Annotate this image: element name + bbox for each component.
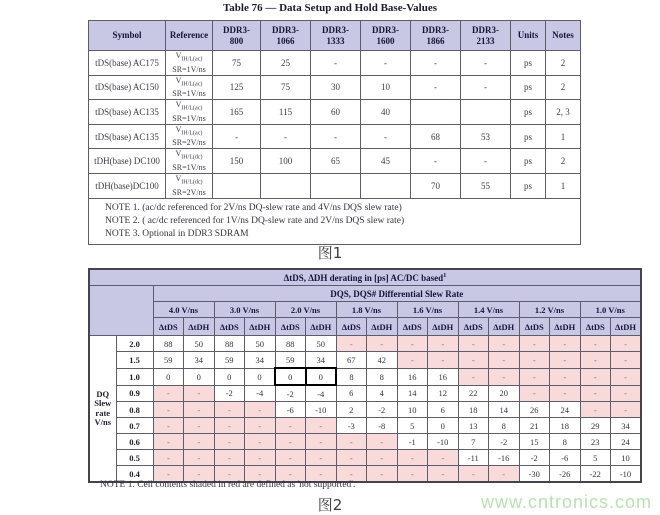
- t2-value-cell: -: [367, 450, 398, 466]
- t2-rate-cell: 0.6: [116, 434, 153, 450]
- t2-value-cell: -: [397, 466, 428, 483]
- t2-pair-header: ΔtDS: [153, 318, 184, 336]
- t1-notes-cell: 1: [546, 124, 581, 149]
- table2-title-row: [89, 269, 641, 286]
- t2-value-cell: 34: [611, 418, 642, 434]
- t2-value-cell: -10: [306, 402, 337, 418]
- t1-column-header: DDR3- 1866: [411, 21, 461, 51]
- t2-value-cell: -: [428, 466, 459, 483]
- t1-value-cell: 25: [261, 51, 311, 76]
- t2-value-cell: -11: [458, 450, 489, 466]
- t2-value-cell: -16: [489, 450, 520, 466]
- t1-symbol-cell: tDH(base) DC100: [89, 149, 166, 174]
- t2-pair-header: ΔtDH: [428, 318, 459, 336]
- t2-rate-cell: 0.5: [116, 450, 153, 466]
- t1-reference-cell: $V_{IH/L(ac)}$ SR=1V/ns: [166, 75, 213, 100]
- t1-value-cell: [311, 173, 361, 198]
- t2-row: [89, 402, 641, 418]
- t2-value-cell: -22: [580, 466, 611, 483]
- t2-value-cell: -: [611, 352, 642, 369]
- t2-slew-rate-header: 1.2 V/ns: [519, 302, 580, 318]
- t2-value-cell: -: [580, 352, 611, 369]
- t1-reference-cell: $V_{IH/L(ac)}$ SR=2V/ns: [166, 124, 213, 149]
- t2-row: [89, 352, 641, 369]
- t2-value-cell: 0: [214, 368, 245, 385]
- t2-value-cell: -: [489, 336, 520, 352]
- table2-subtitle-row: [89, 286, 641, 302]
- t2-value-cell: -: [184, 434, 215, 450]
- t1-value-cell: 40: [361, 100, 411, 125]
- table2-title: ΔtDS, ΔDH derating in [ps] AC/DC based$^1$: [89, 269, 641, 286]
- t1-units-cell: ps: [511, 51, 546, 76]
- t2-value-cell: -10: [428, 434, 459, 450]
- t2-pair-header: ΔtDH: [550, 318, 581, 336]
- t1-column-header: Units: [511, 21, 546, 51]
- t1-row: [89, 51, 581, 76]
- t1-units-cell: ps: [511, 75, 546, 100]
- t2-value-cell: -: [580, 336, 611, 352]
- t1-row: [89, 149, 581, 174]
- t2-row: [89, 368, 641, 385]
- t2-value-cell: -2: [214, 385, 245, 402]
- t2-value-cell: 14: [489, 402, 520, 418]
- t2-value-cell: 13: [458, 418, 489, 434]
- t2-value-cell: -: [519, 368, 550, 385]
- t2-row: [89, 434, 641, 450]
- t2-value-cell: 8: [336, 368, 367, 385]
- t2-value-cell: -: [245, 466, 276, 483]
- t1-notes-cell: 2, 3: [546, 100, 581, 125]
- t2-value-cell: -3: [336, 418, 367, 434]
- t2-value-cell: 0: [153, 368, 184, 385]
- t1-units-cell: ps: [511, 124, 546, 149]
- t1-value-cell: 125: [213, 75, 261, 100]
- t2-value-cell: 18: [550, 418, 581, 434]
- t1-notes-cell: 1: [546, 173, 581, 198]
- t2-value-cell: -: [245, 418, 276, 434]
- table1: [88, 20, 581, 245]
- t2-value-cell: 14: [397, 385, 428, 402]
- t2-pair-header: ΔtDS: [458, 318, 489, 336]
- t2-value-cell: -: [153, 418, 184, 434]
- t1-reference-cell: $V_{IH/L(dc)}$ SR=1V/ns: [166, 149, 213, 174]
- t1-symbol-cell: tDH(base)DC100: [89, 173, 166, 198]
- t2-row: [89, 450, 641, 466]
- t2-value-cell: -: [489, 352, 520, 369]
- t1-row: [89, 173, 581, 198]
- t1-value-cell: 75: [261, 75, 311, 100]
- t2-value-cell: -: [306, 418, 337, 434]
- t2-value-cell: -2: [519, 450, 550, 466]
- t2-value-cell: -2: [489, 434, 520, 450]
- t2-row: [89, 418, 641, 434]
- t2-value-cell: -: [153, 466, 184, 483]
- t2-rate-cell: 1.5: [116, 352, 153, 369]
- t1-row: [89, 75, 581, 100]
- t2-value-cell: 59: [214, 352, 245, 369]
- t2-value-cell: -: [458, 336, 489, 352]
- t2-value-cell: -: [184, 418, 215, 434]
- t2-pair-header: ΔtDH: [184, 318, 215, 336]
- t1-reference-cell: $V_{IH/L(ac)}$ SR=1V/ns: [166, 100, 213, 125]
- t2-value-cell: -: [489, 466, 520, 483]
- t2-value-cell: 0: [428, 418, 459, 434]
- t2-value-cell: -: [184, 402, 215, 418]
- t2-rate-cell: 0.8: [116, 402, 153, 418]
- t2-value-cell: -: [245, 450, 276, 466]
- t2-rate-cell: 0.9: [116, 385, 153, 402]
- t1-value-cell: -: [361, 124, 411, 149]
- t1-units-cell: ps: [511, 173, 546, 198]
- t2-value-cell: 6: [336, 385, 367, 402]
- t2-value-cell: -: [428, 336, 459, 352]
- t1-value-cell: [261, 173, 311, 198]
- t2-value-cell: 4: [367, 385, 398, 402]
- t1-reference-cell: $V_{IH/L(dc)}$ SR=2V/ns: [166, 173, 213, 198]
- t2-rate-cell: 1.0: [116, 368, 153, 385]
- t2-value-cell: -: [550, 336, 581, 352]
- t2-pair-header: ΔtDS: [275, 318, 306, 336]
- t2-value-cell: -2: [275, 385, 306, 402]
- t2-value-cell: -: [367, 336, 398, 352]
- t1-value-cell: 68: [411, 124, 461, 149]
- t2-value-cell: 42: [367, 352, 398, 369]
- t2-value-cell: -: [245, 402, 276, 418]
- t2-value-cell: 22: [458, 385, 489, 402]
- t2-value-cell: 34: [306, 352, 337, 369]
- t1-value-cell: -: [361, 51, 411, 76]
- t2-value-cell: 50: [184, 336, 215, 352]
- t1-value-cell: -: [411, 75, 461, 100]
- t1-value-cell: 10: [361, 75, 411, 100]
- t2-value-cell: -: [184, 385, 215, 402]
- t1-value-cell: 55: [461, 173, 511, 198]
- t2-value-cell: -: [275, 418, 306, 434]
- t2-value-cell: -: [153, 434, 184, 450]
- t2-value-cell: -: [550, 368, 581, 385]
- t2-pair-header: ΔtDS: [397, 318, 428, 336]
- t1-footnotes-row: [89, 198, 581, 244]
- t2-value-cell: 2: [336, 402, 367, 418]
- t2-value-cell: -: [336, 450, 367, 466]
- t2-value-cell: -4: [306, 385, 337, 402]
- t2-value-cell: 88: [214, 336, 245, 352]
- t2-pair-header: ΔtDH: [367, 318, 398, 336]
- table2-title-footnote-ref: 1: [443, 272, 447, 279]
- t2-value-cell: -: [489, 368, 520, 385]
- t2-value-cell: 50: [306, 336, 337, 352]
- t2-rate-cell: 0.7: [116, 418, 153, 434]
- t2-slew-rate-header: 1.6 V/ns: [397, 302, 458, 318]
- t1-value-cell: 65: [311, 149, 361, 174]
- t1-value-cell: 165: [213, 100, 261, 125]
- t1-value-cell: -: [261, 124, 311, 149]
- t2-value-cell: -: [397, 336, 428, 352]
- t2-value-cell: -: [428, 352, 459, 369]
- figure1-caption: 图1: [317, 244, 343, 262]
- t2-value-cell: 0: [306, 368, 337, 385]
- t2-value-cell: -: [519, 385, 550, 402]
- t2-value-cell: 59: [153, 352, 184, 369]
- t1-reference-cell: $V_{IH/L(ac)}$ SR=1V/ns: [166, 51, 213, 76]
- t2-pair-header: ΔtDH: [245, 318, 276, 336]
- t1-row: [89, 100, 581, 125]
- t2-value-cell: 34: [184, 352, 215, 369]
- t2-value-cell: 7: [458, 434, 489, 450]
- t2-value-cell: -: [184, 466, 215, 483]
- t1-footnotes-cell: [89, 198, 581, 244]
- t2-rate-cell: 0.4: [116, 466, 153, 483]
- t1-value-cell: [411, 100, 461, 125]
- t2-value-cell: -: [550, 352, 581, 369]
- table2-corner-cell: [89, 286, 153, 336]
- t1-value-cell: 115: [261, 100, 311, 125]
- t2-value-cell: -: [214, 450, 245, 466]
- t2-value-cell: -: [367, 466, 398, 483]
- t2-value-cell: 12: [428, 385, 459, 402]
- t1-value-cell: -: [461, 149, 511, 174]
- t2-value-cell: 34: [245, 352, 276, 369]
- t2-value-cell: -8: [367, 418, 398, 434]
- t2-value-cell: 5: [580, 450, 611, 466]
- t1-symbol-cell: tDS(base) AC150: [89, 75, 166, 100]
- t2-value-cell: -: [428, 450, 459, 466]
- t2-value-cell: -: [306, 450, 337, 466]
- t2-value-cell: 88: [153, 336, 184, 352]
- t2-pair-header: ΔtDS: [214, 318, 245, 336]
- t2-value-cell: 88: [275, 336, 306, 352]
- t2-value-cell: -: [336, 336, 367, 352]
- t1-notes-cell: 2: [546, 51, 581, 76]
- t2-slew-rate-header: 4.0 V/ns: [153, 302, 214, 318]
- t2-value-cell: -: [611, 336, 642, 352]
- t1-row: [89, 124, 581, 149]
- t2-value-cell: -1: [397, 434, 428, 450]
- t1-value-cell: -: [461, 51, 511, 76]
- t2-value-cell: -: [214, 466, 245, 483]
- t2-pair-header: ΔtDS: [580, 318, 611, 336]
- t2-row-group-label: DQ Slew rate V/ns: [89, 336, 116, 483]
- t1-value-cell: -: [411, 51, 461, 76]
- t1-value-cell: 70: [411, 173, 461, 198]
- t2-value-cell: 10: [397, 402, 428, 418]
- t1-value-cell: -: [311, 51, 361, 76]
- t2-slew-rate-header: 2.0 V/ns: [275, 302, 336, 318]
- t2-value-cell: 5: [397, 418, 428, 434]
- t2-value-cell: 10: [611, 450, 642, 466]
- t1-column-header: DDR3- 2133: [461, 21, 511, 51]
- t2-row: [89, 336, 641, 352]
- t2-value-cell: -: [580, 385, 611, 402]
- t2-value-cell: -4: [245, 385, 276, 402]
- t2-value-cell: 29: [580, 418, 611, 434]
- t2-value-cell: -: [275, 450, 306, 466]
- table2-slew-rate-row: [89, 302, 641, 318]
- t1-value-cell: -: [213, 124, 261, 149]
- table2-pair-row: [89, 318, 641, 336]
- t2-value-cell: -: [550, 385, 581, 402]
- t1-value-cell: 30: [311, 75, 361, 100]
- t2-value-cell: -: [458, 466, 489, 483]
- t2-value-cell: -: [397, 450, 428, 466]
- t2-value-cell: -: [153, 385, 184, 402]
- t2-value-cell: -: [458, 352, 489, 369]
- t2-value-cell: 0: [245, 368, 276, 385]
- t1-column-header: DDR3- 1600: [361, 21, 411, 51]
- t1-value-cell: 75: [213, 51, 261, 76]
- t2-value-cell: -: [214, 418, 245, 434]
- t2-value-cell: -: [214, 402, 245, 418]
- t2-value-cell: 26: [519, 402, 550, 418]
- table2: [88, 268, 642, 483]
- t1-value-cell: 53: [461, 124, 511, 149]
- t2-value-cell: 8: [367, 368, 398, 385]
- t2-pair-header: ΔtDH: [306, 318, 337, 336]
- t2-row: [89, 385, 641, 402]
- table2-note: NOTE 1. Cell contents shaded in red are defined as 'not supported'.: [100, 480, 356, 490]
- t2-value-cell: -: [153, 402, 184, 418]
- t2-value-cell: -: [214, 434, 245, 450]
- t1-value-cell: -: [311, 124, 361, 149]
- t2-pair-header: ΔtDS: [336, 318, 367, 336]
- t2-value-cell: -: [306, 466, 337, 483]
- t2-value-cell: 23: [580, 434, 611, 450]
- t1-footnote-line: NOTE 2. ( ac/dc referenced for 1V/ns DQ-slew rate and 2V/ns DQS slew rate): [105, 215, 405, 226]
- t2-slew-rate-header: 1.8 V/ns: [336, 302, 397, 318]
- t1-units-cell: ps: [511, 100, 546, 125]
- t2-value-cell: -: [184, 450, 215, 466]
- t1-value-cell: 45: [361, 149, 411, 174]
- t1-value-cell: [213, 173, 261, 198]
- table1-title: Table 76 — Data Setup and Hold Base-Values: [222, 2, 438, 14]
- t1-value-cell: 100: [261, 149, 311, 174]
- t2-pair-header: ΔtDH: [611, 318, 642, 336]
- t2-value-cell: 0: [275, 368, 306, 385]
- t2-value-cell: 24: [611, 434, 642, 450]
- t1-column-header: Symbol: [89, 21, 166, 51]
- t2-pair-header: ΔtDH: [489, 318, 520, 336]
- t1-value-cell: -: [411, 149, 461, 174]
- t2-value-cell: 8: [489, 418, 520, 434]
- t1-column-header: DDR3- 1066: [261, 21, 311, 51]
- t2-slew-rate-header: 1.0 V/ns: [580, 302, 641, 318]
- t2-value-cell: -: [580, 402, 611, 418]
- t1-symbol-cell: tDS(base) AC175: [89, 51, 166, 76]
- t2-value-cell: -: [336, 434, 367, 450]
- t2-value-cell: -10: [611, 466, 642, 483]
- t2-value-cell: 67: [336, 352, 367, 369]
- t2-value-cell: 6: [428, 402, 459, 418]
- t1-column-header: DDR3- 1333: [311, 21, 361, 51]
- t1-footnote-line: NOTE 3. Optional in DDR3 SDRAM: [105, 228, 249, 239]
- t1-column-header: Reference: [166, 21, 213, 51]
- t2-value-cell: 18: [458, 402, 489, 418]
- t2-value-cell: -: [611, 402, 642, 418]
- t1-column-header: DDR3- 800: [213, 21, 261, 51]
- t2-value-cell: -30: [519, 466, 550, 483]
- t2-value-cell: 15: [519, 434, 550, 450]
- t2-value-cell: -: [580, 368, 611, 385]
- t2-value-cell: -: [153, 450, 184, 466]
- watermark: www.cntronics.com: [480, 492, 652, 512]
- t1-value-cell: -: [461, 75, 511, 100]
- table1-header-row: [89, 21, 581, 51]
- t2-value-cell: 59: [275, 352, 306, 369]
- t2-value-cell: -: [275, 466, 306, 483]
- t2-pair-header: ΔtDS: [519, 318, 550, 336]
- t1-footnote-line: NOTE 1. (ac/dc referenced for 2V/ns DQ-slew rate and 4V/ns DQS slew rate): [105, 202, 402, 213]
- t2-value-cell: -: [306, 434, 337, 450]
- t2-value-cell: 20: [489, 385, 520, 402]
- t1-value-cell: 150: [213, 149, 261, 174]
- t2-value-cell: -: [397, 352, 428, 369]
- t1-units-cell: ps: [511, 149, 546, 174]
- t2-value-cell: -: [519, 336, 550, 352]
- t2-slew-rate-header: 3.0 V/ns: [214, 302, 275, 318]
- t1-column-header: Notes: [546, 21, 581, 51]
- t2-value-cell: -: [611, 385, 642, 402]
- table2-subtitle: DQS, DQS# Differential Slew Rate: [153, 286, 641, 302]
- t2-value-cell: -: [458, 368, 489, 385]
- figure2-caption: 图2: [317, 496, 343, 514]
- t2-value-cell: -: [367, 434, 398, 450]
- t2-value-cell: -6: [550, 450, 581, 466]
- t1-notes-cell: 2: [546, 75, 581, 100]
- t2-value-cell: 8: [550, 434, 581, 450]
- t2-rate-cell: 2.0: [116, 336, 153, 352]
- t2-value-cell: -: [275, 434, 306, 450]
- t2-value-cell: 21: [519, 418, 550, 434]
- t1-symbol-cell: tDS(base) AC135: [89, 100, 166, 125]
- t2-value-cell: -: [519, 352, 550, 369]
- t2-value-cell: -: [245, 434, 276, 450]
- t2-value-cell: -: [611, 368, 642, 385]
- t1-symbol-cell: tDS(base) AC135: [89, 124, 166, 149]
- t2-value-cell: 50: [245, 336, 276, 352]
- t2-value-cell: -: [336, 466, 367, 483]
- t2-value-cell: 16: [428, 368, 459, 385]
- t2-value-cell: -26: [550, 466, 581, 483]
- t2-value-cell: 16: [397, 368, 428, 385]
- t2-value-cell: 24: [550, 402, 581, 418]
- t2-value-cell: -6: [275, 402, 306, 418]
- t2-slew-rate-header: 1.4 V/ns: [458, 302, 519, 318]
- t1-notes-cell: 2: [546, 149, 581, 174]
- t2-value-cell: 0: [184, 368, 215, 385]
- t2-value-cell: -2: [367, 402, 398, 418]
- t1-value-cell: [361, 173, 411, 198]
- t1-value-cell: [461, 100, 511, 125]
- t1-value-cell: 60: [311, 100, 361, 125]
